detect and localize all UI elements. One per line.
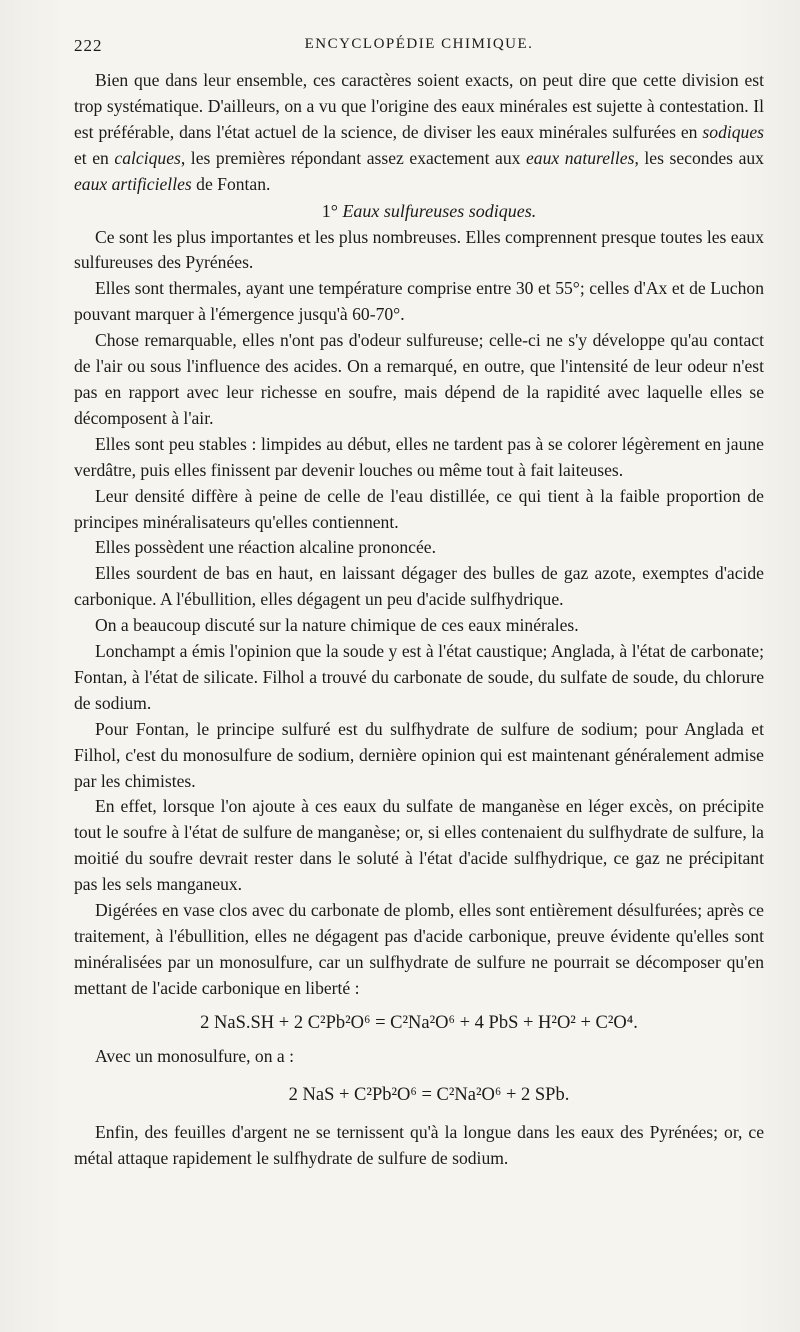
paragraph-intro (74, 68, 764, 198)
text-run: de Fontan. (191, 173, 271, 194)
italic-term-eaux-naturelles: eaux naturelles (525, 147, 635, 168)
paragraph: Elles possèdent une réaction alcaline prononcée. (95, 537, 436, 558)
text-run: et en (74, 147, 115, 168)
paragraph: Elles sont peu stables : limpides au début, elles ne tardent pas à se colorer légèrement en jaune verdâtre, puis elles finissent par devenir louches ou même tout à fait laiteuses. (74, 433, 764, 480)
paragraph: Enfin, des feuilles d'argent ne se ternissent qu'à la longue dans les eaux des Pyrénées; or, ce métal attaque rapidement le sulfhydrate de sulfure de sodium. (74, 1121, 764, 1168)
paragraph: Ce sont les plus importantes et les plus nombreuses. Elles comprennent presque toutes les eaux sulfureuses des Pyrénées. (74, 226, 764, 273)
text-run: Bien que dans leur ensemble, ces caractères soient exacts, on peut dire que cette division est trop systématique. D'ailleurs, on a vu que l'origine des eaux minérales est sujette à contestation. Il est préférable, dans l'état actuel de la science, de diviser les eaux minérales sulfurées en (74, 70, 764, 142)
section-title: Eaux sulfureuses sodiques. (342, 200, 537, 221)
paragraph: En effet, lorsque l'on ajoute à ces eaux du sulfate de manganèse en léger excès, on précipite tout le soufre à l'état de sulfure de manganèse; or, si elles contenaient du sulfhydrate de sulfure, la moitié du soufre devrait rester dans le soluté à l'état d'acide sulfhydrique, ce gaz ne précipitant pas les sels manganeux. (74, 796, 764, 895)
paragraph: Elles sourdent de bas en haut, en laissant dégager des bulles de gaz azote, exemptes d'acide carbonique. A l'ébullition, elles dégagent un peu d'acide sulfhydrique. (74, 563, 764, 610)
equation-monosulfure: 2 NaS + C²Pb²O⁶ = C²Na²O⁶ + 2 SPb. (288, 1084, 570, 1105)
page-number: 222 (74, 36, 103, 55)
paragraph: Chose remarquable, elles n'ont pas d'odeur sulfureuse; celle-ci ne s'y développe qu'au contact de l'air ou sous l'influence des acides. On a remarqué, en outre, que l'intensité de leur odeur n'est pas en rapport avec leur richesse en soufre, mais dépend de la rapidité avec laquelle elles se décomposent à l'air. (74, 330, 764, 428)
italic-term-calciques: calciques (114, 147, 181, 168)
paragraph: Lonchampt a émis l'opinion que la soude y est à l'état caustique; Anglada, à l'état de carbonate; Fontan, à l'état de silicate. Filhol a trouvé du carbonate de soude, du sulfate de soude, du chlorure de sodium. (74, 641, 764, 713)
text-run: , les premières répondant assez exactement aux (180, 147, 526, 168)
body-text (74, 68, 764, 1171)
paragraph: On a beaucoup discuté sur la nature chimique de ces eaux minérales. (95, 615, 579, 636)
paragraph: Avec un monosulfure, on a : (95, 1045, 295, 1066)
paragraph: Elles sont thermales, ayant une température comprise entre 30 et 55°; celles d'Ax et de Luchon pouvant marquer à l'émergence jusqu'à 60-70°. (74, 278, 764, 325)
equation-sulfhydrate: 2 NaS.SH + 2 C²Pb²O⁶ = C²Na²O⁶ + 4 PbS + H²O² + C²O⁴. (200, 1012, 638, 1033)
text-run: , les secondes aux (634, 147, 764, 168)
section-number: 1° (321, 200, 343, 221)
italic-term-sodiques: sodiques (702, 121, 764, 142)
paragraph: Digérées en vase clos avec du carbonate de plomb, elles sont entièrement désulfurées; après ce traitement, à l'ébullition, elles ne dégagent pas d'acide carbonique, preuve évidente qu'elles sont minéralisées par un monosulfure, car un sulfhydrate de sulfure ne pourrait se décomposer qu'en mettant de l'acide carbonique en liberté : (74, 900, 764, 998)
running-title: ENCYCLOPÉDIE CHIMIQUE. (304, 36, 534, 52)
running-head (74, 36, 764, 60)
italic-term-eaux-artificielles: eaux artificielles (74, 173, 192, 194)
paragraph: Pour Fontan, le principe sulfuré est du sulfhydrate de sulfure de sodium; pour Anglada et Filhol, c'est du monosulfure de sodium, dernière opinion qui est maintenant généralement admise par les chimistes. (74, 718, 764, 791)
paragraph: Leur densité diffère à peine de celle de l'eau distillée, ce qui tient à la faible proportion de principes minéralisateurs qu'elles contiennent. (74, 485, 764, 532)
section-heading (74, 198, 764, 225)
